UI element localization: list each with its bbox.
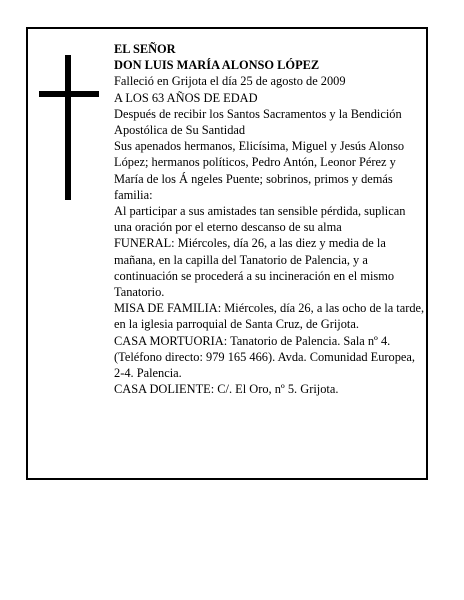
age-statement: A LOS 63 AÑOS DE EDAD — [114, 90, 258, 105]
deceased-name: DON LUIS MARÍA ALONSO LÓPEZ — [114, 58, 320, 73]
cross-icon — [39, 55, 99, 200]
funeral-details: FUNERAL: Miércoles, día 26, a las diez y media de la mañana, en la capilla del Tanatorio de Palencia, y a continuación se procederá a su incineración en el mismo Tanatorio. — [114, 236, 395, 300]
mourning-house-details: CASA DOLIENTE: C/. El Oro, nº 5. Grijota. — [114, 382, 339, 397]
death-statement: Falleció en Grijota el día 25 de agosto de 2009 — [114, 74, 346, 89]
notice-text — [114, 41, 426, 397]
cross-vertical-bar — [65, 55, 71, 200]
cross-horizontal-bar — [39, 91, 99, 97]
obituary-notice — [26, 27, 428, 480]
notice-title: EL SEÑOR — [114, 42, 176, 56]
family-mass-details: MISA DE FAMILIA: Miércoles, día 26, a las ocho de la tarde, en la iglesia parroquial de Santa Cruz, de Grijota. — [114, 301, 425, 332]
family-statement: Sus apenados hermanos, Elicísima, Miguel y Jesús Alonso López; hermanos políticos, Pedro Antón, Leonor Pérez y María de los Á ngeles Puente; sobrinos, primos y demás familia: — [114, 139, 405, 202]
mortuary-details: CASA MORTUORIA: Tanatorio de Palencia. Sala nº 4. (Teléfono directo: 979 165 466). Avda. Comunidad Europea, 2-4. Palencia. — [114, 333, 416, 381]
sacraments-statement: Después de recibir los Santos Sacramentos y la Bendición Apostólica de Su Santidad — [114, 106, 402, 138]
prayer-request: Al participar a sus amistades tan sensible pérdida, suplican una oración por el eterno descanso de su alma — [114, 204, 406, 235]
